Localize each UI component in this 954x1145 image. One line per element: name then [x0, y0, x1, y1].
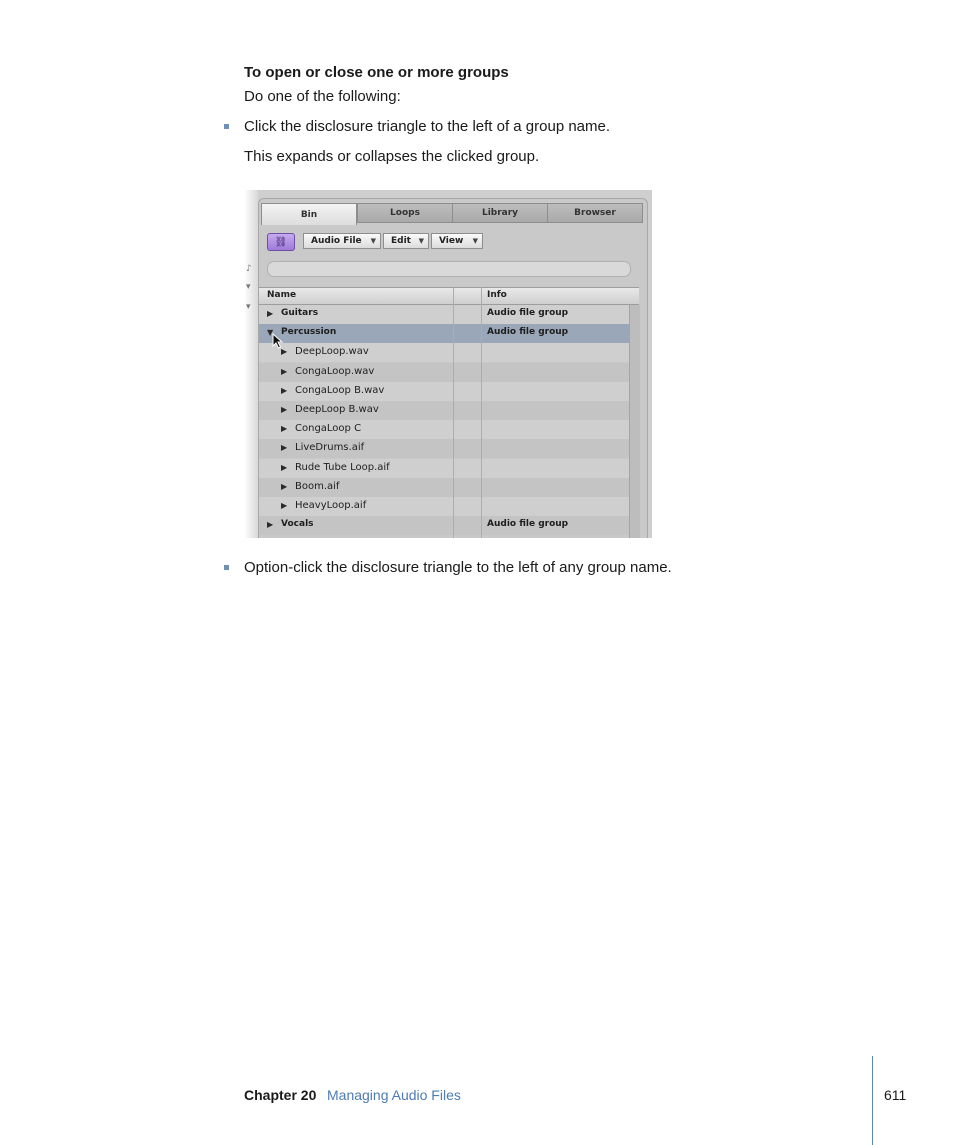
disclosure-triangle-closed-icon[interactable]: ▶ [281, 481, 288, 491]
disclosure-triangle-closed-icon[interactable]: ▶ [281, 405, 288, 414]
disclosure-triangle-closed-icon[interactable]: ▶ [281, 424, 288, 434]
tab-browser[interactable]: Browser [547, 203, 643, 223]
tab-bar [261, 203, 643, 223]
edit-menu-label: Edit [391, 236, 411, 246]
page-number: 611 [884, 1087, 907, 1103]
note-icon: ♪ [246, 264, 252, 274]
list-row[interactable] [259, 324, 629, 343]
row-name: LiveDrums.aif [295, 442, 365, 454]
row-name: CongaLoop C [295, 423, 362, 435]
column-divider [481, 287, 482, 538]
disclosure-triangle-closed-icon[interactable]: ▶ [267, 309, 274, 318]
bullet-text: Click the disclosure triangle to the left of a group name. [244, 118, 611, 135]
row-info: Audio file group [487, 308, 569, 318]
row-name: Boom.aif [295, 480, 340, 492]
row-name: Guitars [281, 308, 319, 318]
edit-menu[interactable] [383, 233, 429, 249]
footer-chapter-title: Managing Audio Files [327, 1087, 461, 1103]
column-header-info[interactable]: Info [487, 290, 507, 300]
list-row[interactable] [259, 516, 629, 535]
link-button[interactable] [267, 233, 295, 251]
row-name: Vocals [281, 519, 314, 530]
search-field[interactable] [267, 261, 631, 277]
row-name: HeavyLoop.aif [295, 500, 367, 511]
view-menu[interactable] [431, 233, 483, 249]
chevron-down-icon: ▼ [418, 237, 424, 245]
column-header-name[interactable]: Name [267, 290, 297, 300]
intro-text: Do one of the following: [244, 88, 401, 105]
list-row[interactable] [259, 401, 629, 420]
disclosure-triangle-closed-icon[interactable]: ▶ [281, 462, 288, 472]
row-name: DeepLoop.wav [295, 346, 369, 358]
bullet-note: This expands or collapses the clicked group. [244, 148, 540, 165]
media-panel [258, 198, 648, 538]
row-name: DeepLoop B.wav [295, 404, 379, 415]
vertical-scrollbar[interactable] [629, 305, 640, 538]
chevron-down-icon: ▼ [472, 237, 478, 245]
chevron-down-icon: ▼ [370, 237, 376, 245]
disclosure-triangle-closed-icon[interactable]: ▶ [281, 366, 288, 376]
row-name: Percussion [281, 327, 337, 338]
section-heading: To open or close one or more groups [244, 64, 509, 81]
bullet-square-icon [224, 124, 229, 129]
column-divider [453, 287, 454, 538]
tab-bin[interactable]: Bin [261, 203, 357, 225]
list-row[interactable] [259, 305, 629, 324]
list-row[interactable] [259, 382, 629, 401]
bullet-text: Option-click the disclosure triangle to the left of any group name. [244, 559, 672, 576]
audio-file-menu[interactable] [303, 233, 381, 249]
row-name: Rude Tube Loop.aif [295, 461, 390, 473]
list-row[interactable] [259, 497, 629, 516]
audio-file-menu-label: Audio File [311, 236, 362, 246]
disclosure-triangle-closed-icon[interactable]: ▶ [281, 385, 288, 395]
link-icon: ⛓ [274, 236, 288, 248]
disclosure-triangle-closed-icon[interactable]: ▶ [281, 347, 288, 357]
row-info: Audio file group [487, 519, 569, 530]
list-row[interactable] [259, 363, 629, 382]
footer-divider [872, 1056, 873, 1145]
edge-marker-icon: ▾ [246, 302, 251, 312]
mouse-pointer-icon [272, 333, 284, 349]
disclosure-triangle-open-icon[interactable]: ▼ [267, 328, 274, 338]
tab-loops[interactable]: Loops [357, 203, 453, 223]
list-row[interactable] [259, 439, 629, 458]
row-name: CongaLoop.wav [295, 365, 375, 377]
tab-library[interactable]: Library [452, 203, 548, 223]
disclosure-triangle-closed-icon[interactable]: ▶ [267, 520, 274, 530]
window-edge [244, 190, 258, 538]
list-row[interactable] [259, 478, 629, 497]
edge-marker-icon: ▾ [246, 282, 251, 292]
disclosure-triangle-closed-icon[interactable]: ▶ [281, 443, 288, 453]
bin-screenshot [244, 190, 652, 538]
row-name: CongaLoop B.wav [295, 384, 385, 396]
list-header [259, 287, 639, 305]
footer-chapter: Chapter 20 [244, 1087, 317, 1103]
row-info: Audio file group [487, 327, 569, 338]
view-menu-label: View [439, 236, 464, 246]
file-list [259, 287, 639, 538]
list-row[interactable] [259, 459, 629, 478]
list-row[interactable] [259, 420, 629, 439]
bullet-square-icon [224, 565, 229, 570]
bin-toolbar [267, 233, 637, 251]
disclosure-triangle-closed-icon[interactable]: ▶ [281, 501, 288, 510]
list-row[interactable] [259, 343, 629, 362]
